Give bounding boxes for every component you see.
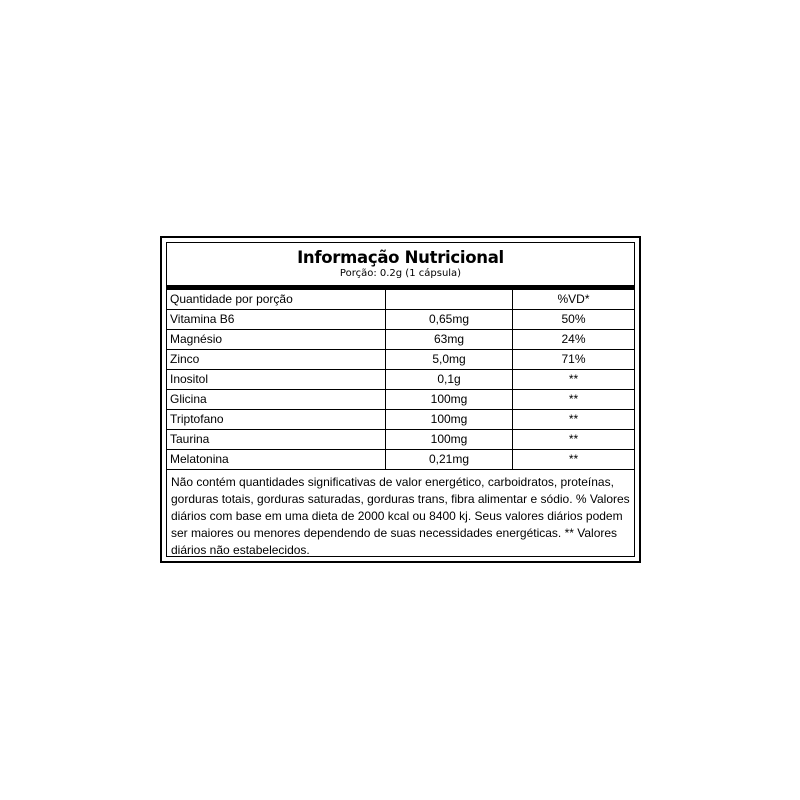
nutrient-amount: 0,21mg bbox=[386, 450, 513, 470]
nutrient-amount: 0,65mg bbox=[386, 310, 513, 330]
nutrient-amount: 100mg bbox=[386, 430, 513, 450]
nutrient-name: Triptofano bbox=[167, 410, 386, 430]
table-row bbox=[167, 410, 634, 430]
nutrient-amount: 100mg bbox=[386, 410, 513, 430]
nutrient-dv: 71% bbox=[513, 350, 635, 370]
nutrient-dv: 24% bbox=[513, 330, 635, 350]
nutrient-name: Melatonina bbox=[167, 450, 386, 470]
nutrient-amount: 5,0mg bbox=[386, 350, 513, 370]
header-amount bbox=[386, 290, 513, 310]
nutrient-dv: ** bbox=[513, 430, 635, 450]
nutrient-dv: ** bbox=[513, 450, 635, 470]
nutrient-amount: 100mg bbox=[386, 390, 513, 410]
nutrient-dv: ** bbox=[513, 390, 635, 410]
nutrient-name: Magnésio bbox=[167, 330, 386, 350]
table-row bbox=[167, 390, 634, 410]
table-row bbox=[167, 310, 634, 330]
nutrient-amount: 0,1g bbox=[386, 370, 513, 390]
label-header bbox=[167, 243, 634, 285]
nutrient-name: Inositol bbox=[167, 370, 386, 390]
label-title: Informação Nutricional bbox=[297, 248, 504, 267]
table-header-row bbox=[167, 290, 634, 310]
nutrient-dv: ** bbox=[513, 410, 635, 430]
footnote-text: Não contém quantidades significativas de valor energético, carboidratos, proteínas, gorduras totais, gorduras saturadas, gorduras trans, fibra alimentar e sódio. % Valores diários com base em uma dieta de 2000 kcal ou 8400 kj. Seus valores diários podem ser maiores ou menores dependendo de suas necessidades energéticas. ** Valores diários não estabelecidos. bbox=[171, 475, 630, 557]
nutrient-dv: ** bbox=[513, 370, 635, 390]
table-row bbox=[167, 450, 634, 470]
table-row bbox=[167, 370, 634, 390]
nutrient-name: Taurina bbox=[167, 430, 386, 450]
nutrient-amount: 63mg bbox=[386, 330, 513, 350]
nutrient-name: Zinco bbox=[167, 350, 386, 370]
nutrient-name: Vitamina B6 bbox=[167, 310, 386, 330]
header-dv: %VD* bbox=[513, 290, 635, 310]
nutrition-label-inner-frame bbox=[166, 242, 635, 557]
header-quantity: Quantidade por porção bbox=[167, 290, 386, 310]
nutrition-table bbox=[167, 290, 634, 470]
nutrition-label bbox=[160, 236, 641, 563]
nutrient-dv: 50% bbox=[513, 310, 635, 330]
table-row bbox=[167, 430, 634, 450]
table-row bbox=[167, 330, 634, 350]
portion-size: Porção: 0.2g (1 cápsula) bbox=[339, 268, 462, 279]
nutrient-name: Glicina bbox=[167, 390, 386, 410]
table-row bbox=[167, 350, 634, 370]
